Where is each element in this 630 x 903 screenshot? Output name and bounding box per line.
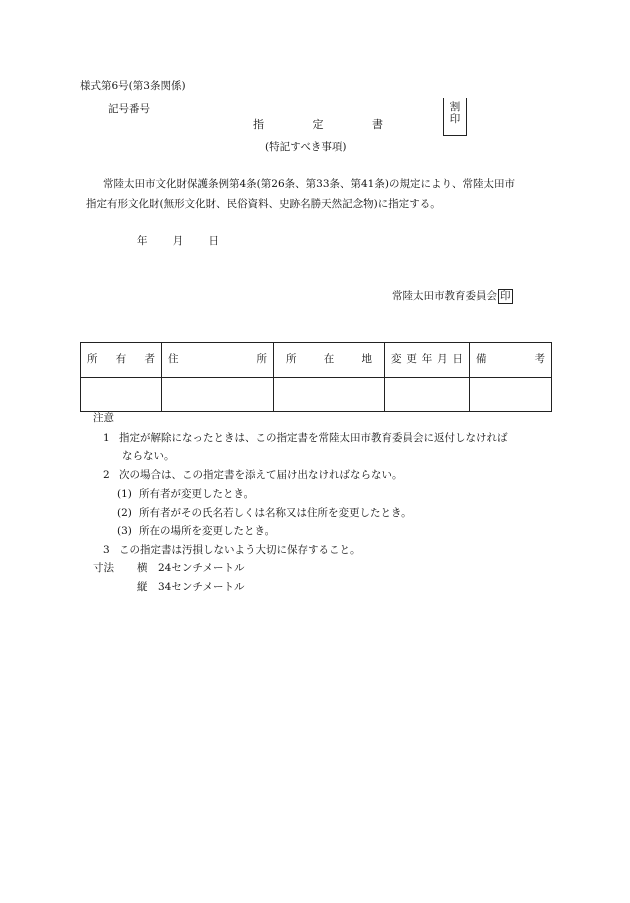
header-location: 所 在 地 [274,343,385,378]
header-remarks: 備 考 [470,343,552,378]
cell-owner[interactable] [81,378,162,412]
cell-address[interactable] [162,378,274,412]
date-line [137,235,219,249]
record-number-label: 記号番号 [108,103,150,115]
tally-seal-box [443,98,467,136]
issuer [392,289,513,304]
note-sub-item: (1) 所有者が変更したとき。 [117,488,255,500]
date-month: 月 [172,235,184,247]
issuer-name: 常陸太田市教育委員会 [392,290,497,302]
note-item-1-cont: ならない。 [122,450,175,462]
dimensions-label: 寸法 [93,562,114,574]
table-header-row [81,343,552,378]
title-char: 書 [372,118,383,131]
title-char: 指 [253,118,264,131]
document-title [253,118,383,132]
body-text-line2: 指定有形文化財(無形文化財、民俗資料、史跡名勝天然記念物)に指定する。 [86,198,441,210]
note-item-2: 2 次の場合は、この指定書を添えて届け出なければならない。 [103,469,403,481]
table-row [81,378,552,412]
date-day: 日 [208,235,219,247]
dimension-height: 縦 34センチメートル [137,581,245,593]
seal-char: 割 [449,101,461,113]
cell-location[interactable] [274,378,385,412]
dimension-width: 横 24センチメートル [137,562,245,574]
cell-remarks[interactable] [470,378,552,412]
form-number: 様式第6号(第3条関係) [80,80,186,92]
date-year: 年 [137,235,148,247]
notes-heading: 注意 [93,412,114,424]
registration-table [80,342,552,412]
seal-char: 印 [449,113,461,126]
header-change-date: 変 更 年 月 日 [385,343,470,378]
note-item-3: 3 この指定書は汚損しないよう大切に保存すること。 [103,544,361,556]
header-address: 住 所 [162,343,274,378]
body-text-line1: 常陸太田市文化財保護条例第4条(第26条、第33条、第41条)の規定により、常陸太田市 [103,178,515,190]
note-sub-item: (3) 所在の場所を変更したとき。 [117,525,276,537]
header-owner: 所 有 者 [81,343,162,378]
title-char: 定 [312,118,324,131]
special-notes-label: (特記すべき事項) [265,141,347,153]
note-sub-item: (2) 所有者がその氏名若しくは名称又は住所を変更したとき。 [117,507,412,519]
cell-change-date[interactable] [385,378,470,412]
note-item-1: 1 指定が解除になったときは、この指定書を常陸太田市教育委員会に返付しなければ [103,432,508,444]
seal-stamp: 印 [500,290,511,302]
